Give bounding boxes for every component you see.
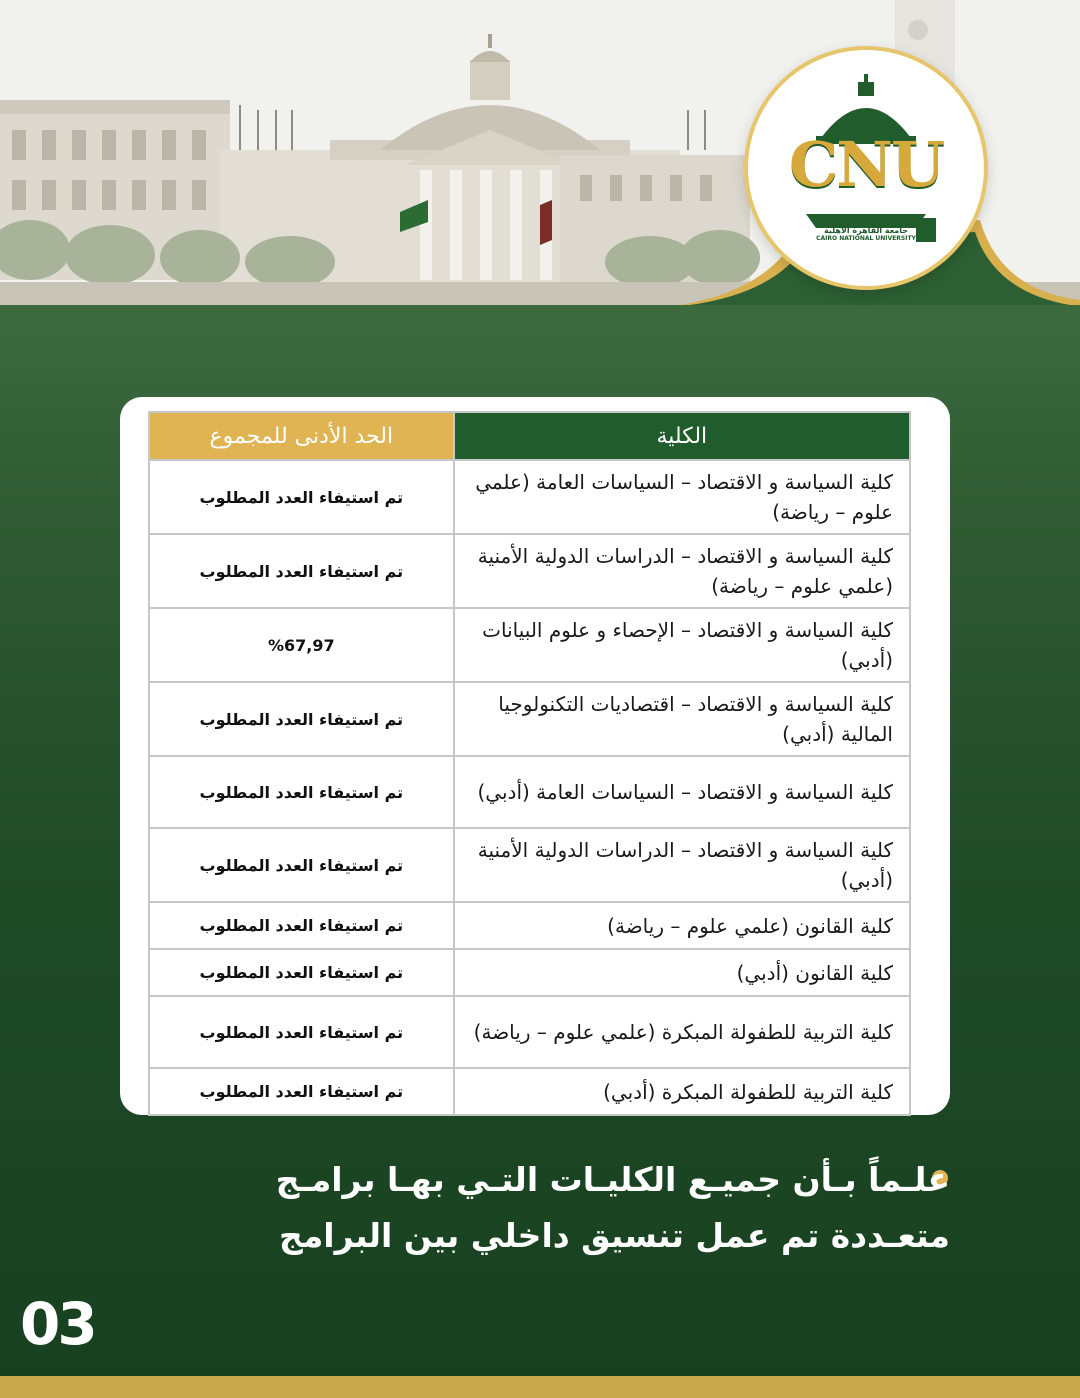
table-row — [149, 756, 910, 828]
table-row — [149, 949, 910, 996]
table-row — [149, 534, 910, 608]
min-score-cell: تم استيفاء العدد المطلوب — [149, 756, 454, 828]
min-score-cell: تم استيفاء العدد المطلوب — [149, 682, 454, 756]
table-row — [149, 996, 910, 1068]
min-score-cell: تم استيفاء العدد المطلوب — [149, 902, 454, 949]
table-row — [149, 682, 910, 756]
faculty-cell: كلية السياسة و الاقتصاد – اقتصاديات التكنولوجيا المالية (أدبي) — [454, 682, 910, 756]
faculty-cell: كلية التربية للطفولة المبكرة (أدبي) — [454, 1068, 910, 1115]
min-score-cell: %67,97 — [149, 608, 454, 682]
min-score-cell: تم استيفاء العدد المطلوب — [149, 949, 454, 996]
faculty-cell: كلية القانون (أدبي) — [454, 949, 910, 996]
table-row — [149, 828, 910, 902]
table-row — [149, 608, 910, 682]
table-row — [149, 460, 910, 534]
min-score-cell: تم استيفاء العدد المطلوب — [149, 534, 454, 608]
logo-wordmark: CNU — [788, 128, 944, 201]
min-score-cell: تم استيفاء العدد المطلوب — [149, 1068, 454, 1115]
footnote-text: علـماً بـأن جميـع الكليـات التـي بهـا برامـج متعـددة تم عمل تنسيق داخلي بين البرامج — [275, 1160, 950, 1255]
results-card — [120, 397, 950, 1115]
faculty-cell: كلية السياسة و الاقتصاد – الإحصاء و علوم البيانات (أدبي) — [454, 608, 910, 682]
min-score-cell: تم استيفاء العدد المطلوب — [149, 996, 454, 1068]
faculty-cell: كلية القانون (علمي علوم – رياضة) — [454, 902, 910, 949]
faculty-cell: كلية السياسة و الاقتصاد – الدراسات الدولية الأمنية (علمي علوم – رياضة) — [454, 534, 910, 608]
header-faculty: الكلية — [454, 412, 910, 460]
min-score-cell: تم استيفاء العدد المطلوب — [149, 828, 454, 902]
bottom-gold-bar — [0, 1376, 1080, 1398]
faculty-cell: كلية التربية للطفولة المبكرة (علمي علوم – رياضة) — [454, 996, 910, 1068]
faculty-cell: كلية السياسة و الاقتصاد – السياسات العامة (علمي علوم – رياضة) — [454, 460, 910, 534]
page-number: 03 — [20, 1290, 95, 1358]
header-min-total: الحد الأدنى للمجموع — [149, 412, 454, 460]
university-logo — [748, 50, 984, 286]
faculty-cell: كلية السياسة و الاقتصاد – السياسات العامة (أدبي) — [454, 756, 910, 828]
min-score-cell: تم استيفاء العدد المطلوب — [149, 460, 454, 534]
logo-subtitle: جامعة القاهرة الأهلية CAIRO NATIONAL UNIVERSITY — [816, 226, 916, 242]
table-row — [149, 902, 910, 949]
minimum-scores-table — [148, 411, 911, 1116]
faculty-cell: كلية السياسة و الاقتصاد – الدراسات الدولية الأمنية (أدبي) — [454, 828, 910, 902]
table-row — [149, 1068, 910, 1115]
